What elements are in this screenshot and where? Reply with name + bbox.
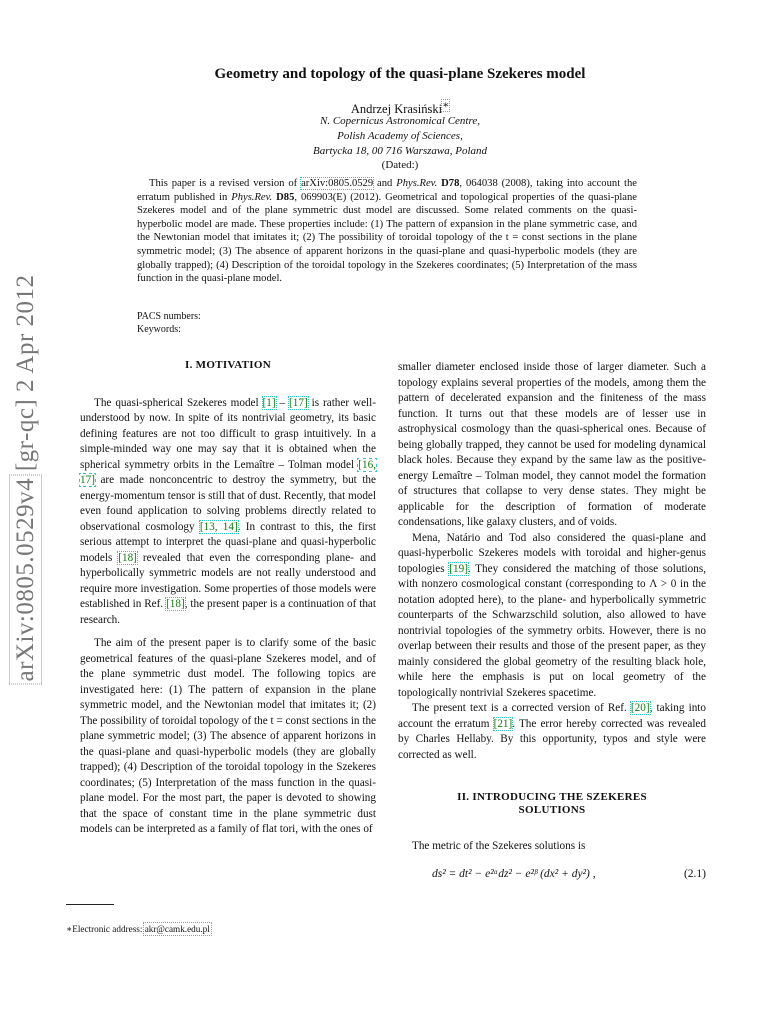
- journal-name: Phys.Rev.: [396, 178, 438, 189]
- affiliation-line-2: Polish Academy of Sciences,: [337, 130, 463, 142]
- author-text: Andrzej Krasiński: [350, 102, 443, 117]
- equation-number: (2.1): [683, 867, 706, 880]
- paragraph: smaller diameter enclosed inside those of larger diameter. Such a topology explains several properties of the models, among them the pattern of decelerated expansion and the finiteness of the mass function. It turns out that these models are of lesser use in astrophysical cosmology than the quasi-spherical ones. Because of being globally trapped, they cannot be used for modeling dynamical black holes. Because they expand by the same law as the positive-energy Lemaître – Tolman model, they cannot model the formation of structures that collapse to very dense states. They might be applicable for the description of formation of moderate condensations, like galaxy clusters, and of voids.: [398, 361, 706, 528]
- arxiv-reference-link[interactable]: arXiv:0805.0529: [301, 178, 374, 189]
- keywords: Keywords:: [137, 323, 181, 335]
- text: . They considered the matching of those solutions, with nonzero cosmological constant (corresponding to Λ > 0 in the notation adopted here), to the plane- and hyperbolically symmetric counterparts of the Schwarzschild solution, also allowed to have nontrivial topologies of the symmetry orbits. However, there is no overlap between their results and those of the present paper, as they mainly considered the global geometry of the resulting black hole, while here the emphasis is put on local geometry of the topologically nontrivial Szekeres spacetime.: [398, 562, 706, 699]
- section-heading-szekeres: [398, 791, 706, 817]
- abstract-text: and: [373, 178, 397, 189]
- citation-link[interactable]: [18]: [118, 551, 137, 564]
- paragraph: The aim of the present paper is to clarify some of the basic geometrical features of the quasi-plane Szekeres model, and of the plane symmetric dust model. The following topics are investigated here: (1) The pattern of expansion in the plane symmetric model, and the Newtonian model that imitates it; (2) The possibility of toroidal topology of the t = const sections in the plane symmetric model; (3) The absence of apparent horizons in the quasi-plane and quasi-hyperbolic models (they are globally trapped); (4) Description of the toroidal topology in the Szekeres coordinates; (5) Interpretation of the mass function in the quasi-plane model. For the most part, the paper is devoted to showing that the space of constant time in the plane symmetric dust models can be interpreted as a family of flat tori, with the ones of: [80, 637, 376, 835]
- citation-link[interactable]: [1]: [262, 396, 276, 409]
- text: –: [275, 396, 290, 409]
- pacs-block: [137, 311, 437, 336]
- paragraph: [398, 531, 706, 702]
- email-link[interactable]: akr@camk.edu.pl: [144, 924, 210, 934]
- footnote-rule: [66, 904, 114, 905]
- dated-line: (Dated:): [381, 159, 419, 171]
- citation-link[interactable]: [17]: [289, 396, 308, 409]
- paragraph: [80, 396, 376, 629]
- section-heading-line: SOLUTIONS: [518, 804, 586, 816]
- affiliation: [100, 114, 700, 159]
- text: , taking into account the erratum: [398, 702, 706, 730]
- text: The quasi-spherical Szekeres model: [94, 396, 263, 409]
- arxiv-date: 2 Apr 2012: [12, 274, 39, 392]
- citation-link[interactable]: [13, 14]: [199, 520, 238, 533]
- journal-volume: D85: [276, 191, 295, 203]
- footnote-label: ∗Electronic address:: [66, 924, 145, 934]
- abstract-text: This paper is a revised version of: [149, 178, 302, 189]
- citation-link[interactable]: [19]: [449, 562, 468, 575]
- text: . In contrast to this, the first serious attempt to interpret the quasi-plane and quasi-hyperbolic models: [80, 520, 376, 564]
- citation-link[interactable]: [21]: [493, 717, 513, 730]
- journal-name: Phys.Rev.: [231, 191, 273, 203]
- abstract-text: , 064038 (2008), taking into account the erratum published in: [137, 178, 637, 203]
- section-heading-line: II. INTRODUCING THE SZEKERES: [457, 791, 647, 803]
- text: . The error hereby corrected was revealed by Charles Hellaby. By this opportunity, typos and style were corrected as well.: [398, 717, 706, 761]
- arxiv-sidebar-stamp: [4, 262, 48, 694]
- text: The present text is a corrected version of Ref.: [412, 702, 631, 714]
- citation-link[interactable]: [18]: [166, 598, 185, 610]
- citation-link[interactable]: [16, 17]: [80, 458, 376, 486]
- text: revealed that even the corresponding plane- and hyperbolically symmetric models are not really understood and require more investigation. Some properties of those models were established in Ref.: [80, 551, 376, 610]
- footnote: [66, 924, 210, 935]
- affiliation-line-1: N. Copernicus Astronomical Centre,: [319, 115, 480, 127]
- pacs-numbers: PACS numbers:: [137, 311, 201, 322]
- arxiv-id-link[interactable]: arXiv:0805.0529v4: [12, 477, 39, 682]
- abstract-text: , 069903(E) (2012). Geometrical and topological properties of the quasi-plane Szekeres model and of the plane symmetric dust model are discussed. Some related comments on the quasi-hyperbolic model are made. These properties include: (1) The pattern of expansion in the plane symmetric case, and the Newtonian model that imitates it; (2) The possibility of toroidal topology of the t = const sections in the plane symmetric model; (3) The absence of apparent horizons in the quasi-plane and quasi-hyperbolic models (they are globally trapped); (4) Description of the toroidal topology in the Szekeres coordinates; (5) Interpretation of the mass function in the quasi-plane model.: [137, 191, 638, 285]
- arxiv-category: [gr-qc]: [12, 398, 39, 472]
- journal-volume: D78: [441, 178, 460, 189]
- abstract: [137, 177, 637, 286]
- paragraph: [398, 701, 706, 763]
- paper-title: Geometry and topology of the quasi-plane Szekeres model: [214, 66, 586, 82]
- text: is rather well-understood by now. In spite of its nontrivial geometry, its basic defining features are not too difficult to grasp intuitively. In a simple-minded way one may say that it is obtained when the spherical symmetry orbits in the Lemaître – Tolman model: [80, 396, 376, 471]
- equation-text: ds² = dt² − e²ᵅdz² − e²ᵝ (dx² + dy²) ,: [432, 867, 596, 880]
- text: , the present paper is a continuation of that research.: [80, 598, 376, 626]
- section-heading-motivation: I. MOTIVATION: [184, 359, 271, 371]
- left-column: [80, 358, 376, 838]
- right-column: [398, 360, 706, 885]
- text: Mena, Natário and Tod also considered the quasi-plane and quasi-hyperbolic Szekeres models with toroidal and higher-genus topologies: [398, 531, 706, 575]
- affiliation-line-3: Bartycka 18, 00 716 Warszawa, Poland: [312, 145, 488, 157]
- author-footnote-mark[interactable]: ∗: [442, 100, 450, 111]
- text: are made nonconcentric to destroy the symmetry, but the energy-momentum tensor is still that of dust. Recently, that model even found application to solving problems directly related to observational cosmology: [80, 474, 376, 533]
- equation-2-1: [398, 867, 706, 885]
- citation-link[interactable]: [20]: [630, 702, 650, 714]
- abstract-paragraph: [137, 177, 637, 286]
- paragraph: The metric of the Szekeres solutions is: [412, 840, 586, 852]
